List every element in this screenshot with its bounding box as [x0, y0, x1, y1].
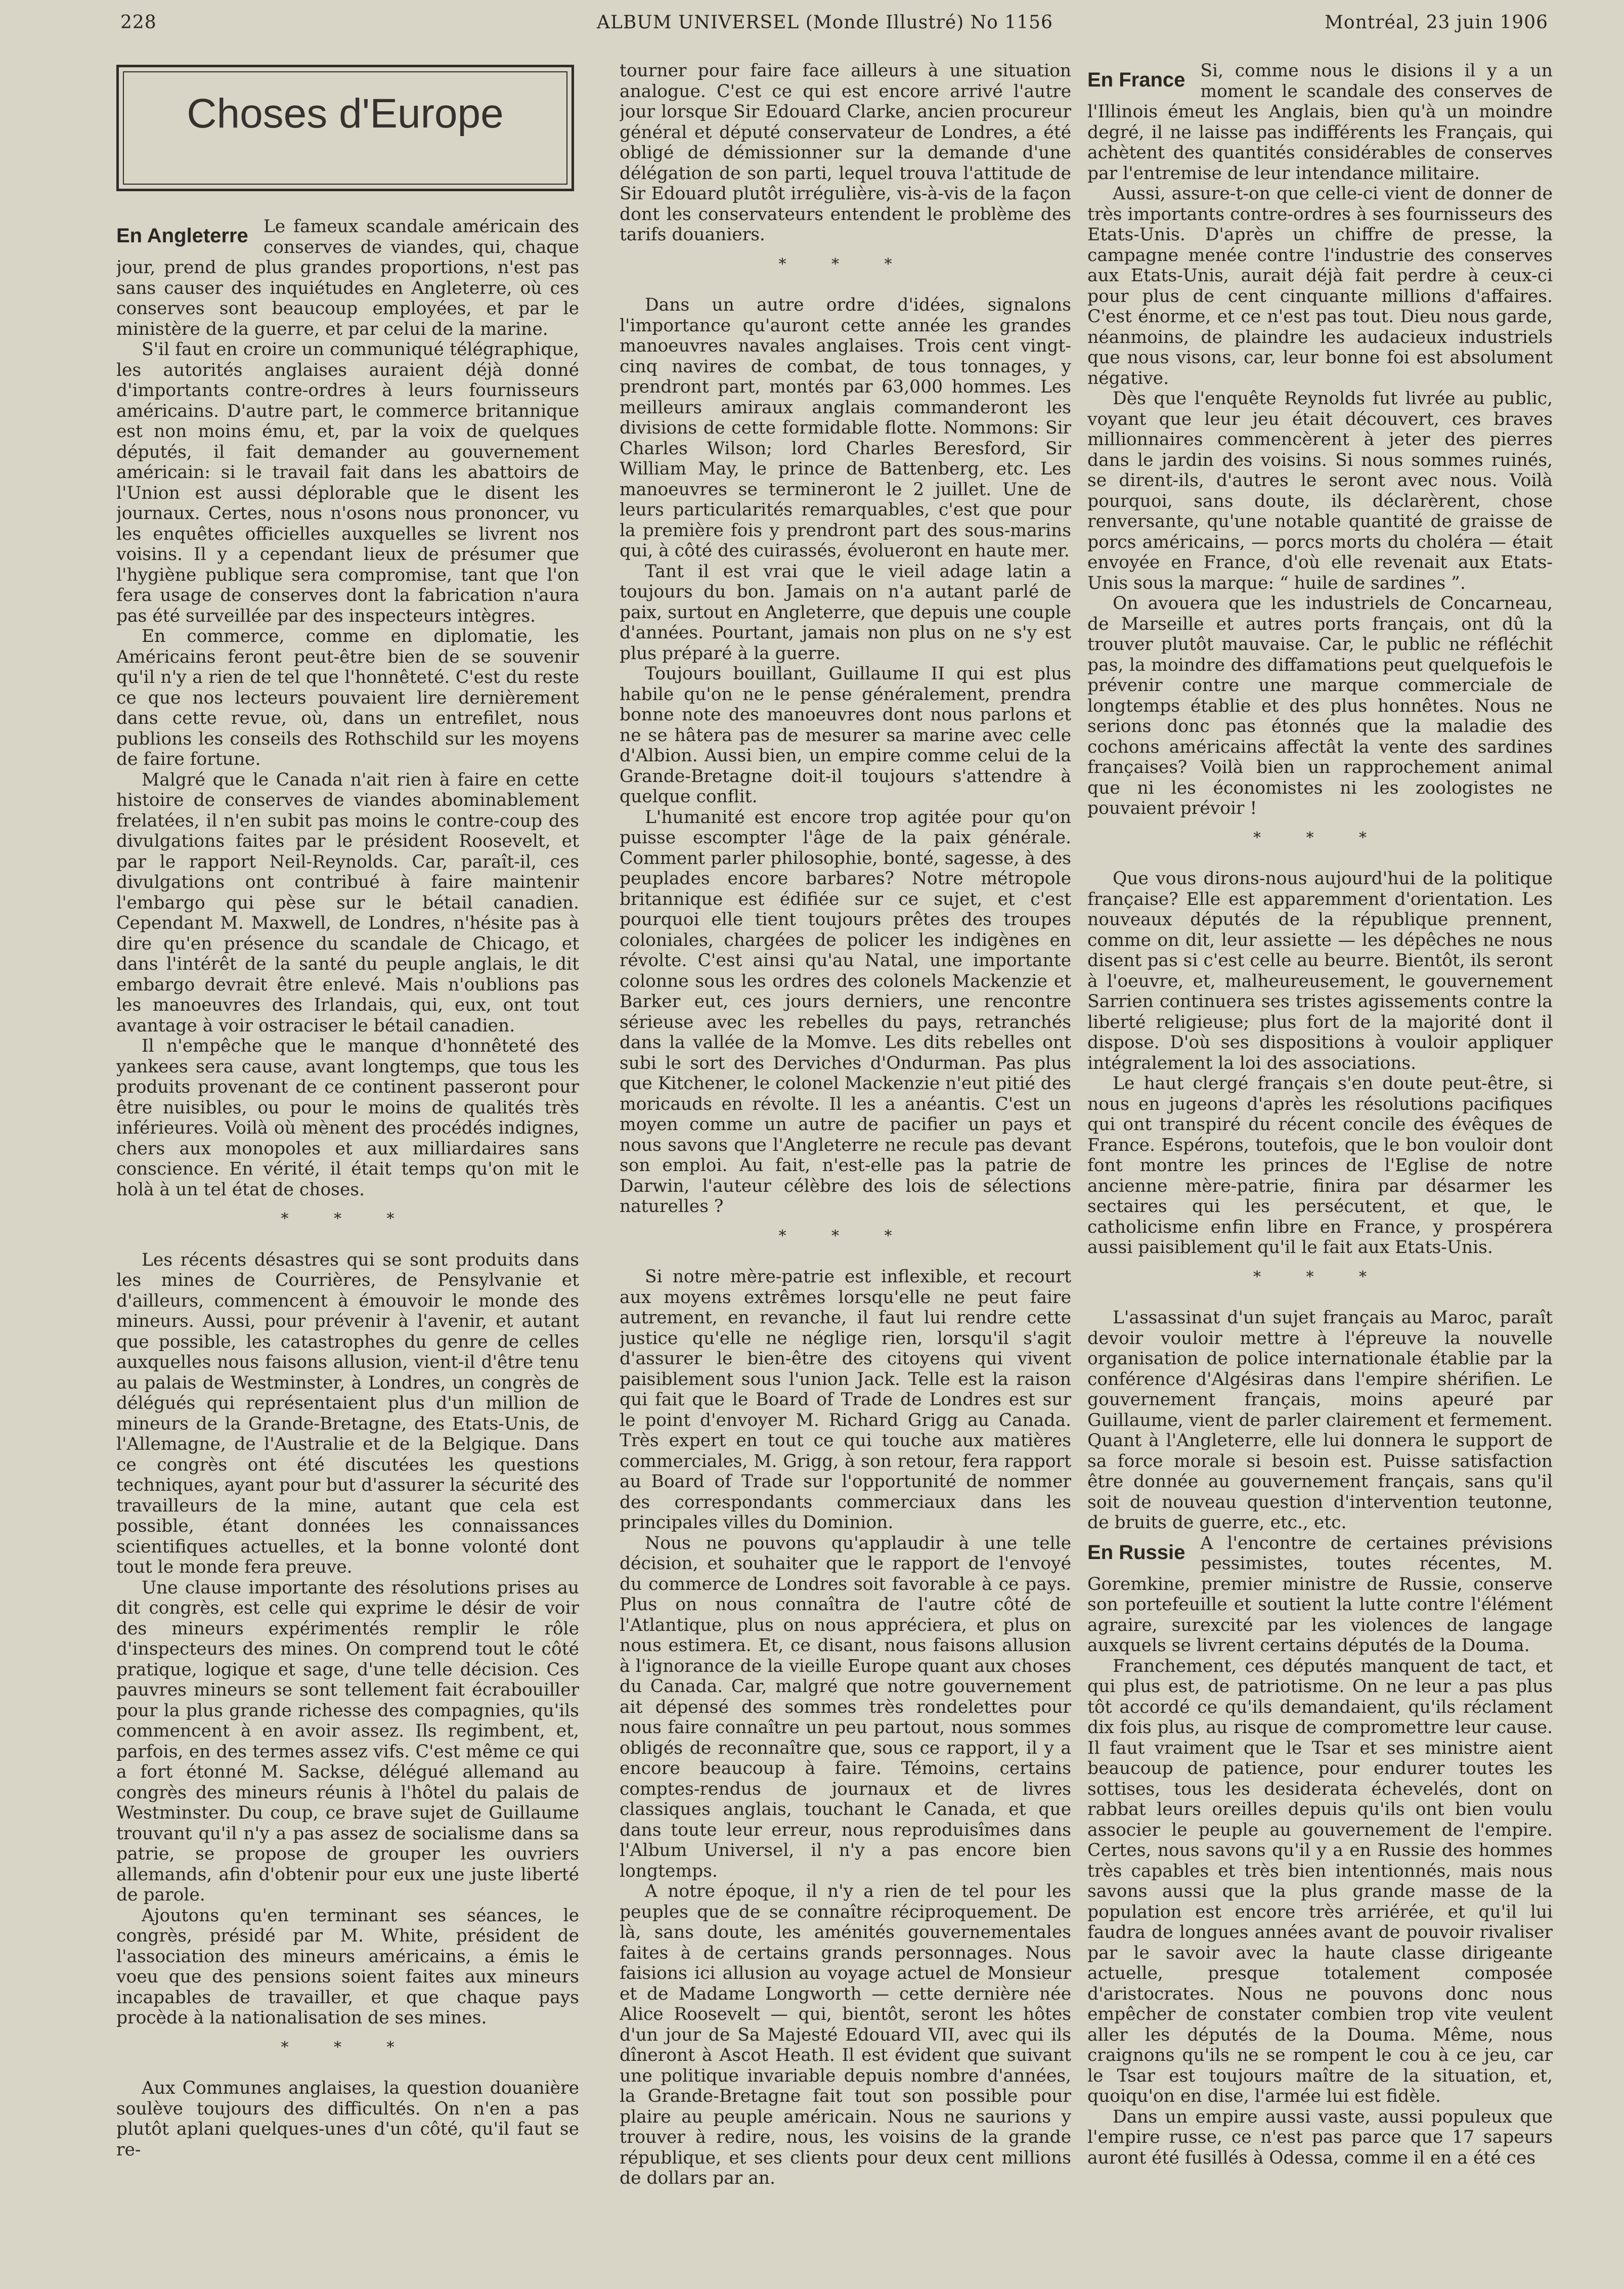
- article-title-box: [116, 65, 574, 191]
- page-number: 228: [120, 12, 157, 33]
- paragraph: Les récents désastres qui se sont produits dans les mines de Courrières, de Pensylvanie et d'ailleurs, commencent à émouvoir le monde des mineurs. Aussi, pour prévenir à l'avenir, et autant que possible, les catastrophes du genre de celles auxquelles nous faisons allusion, vient-il d'être tenu au palais de Westminster, à Londres, un congrès de délégués qui représentaient plus d'un million de mineurs de la Grande-Bretagne, des Etats-Unis, de l'Allemagne, de l'Australie et de la Belgique. Dans ce congrès ont été discutées les questions techniques, ayant pour but d'assurer la sécurité des travailleurs de la mine, autant que cela est possible, étant données les connaissances scientifiques actuelles, et la bonne volonté dont tout le monde fera preuve.: [116, 1249, 579, 1577]
- paragraph: A l'encontre de certaines prévisions pessimistes, toutes récentes, M. Goremkine, premier ministre de Russie, conserve son portefeuille et soutient la lutte contre l'élément agraire, surexcité par les violences de langage auxquels se livrent certains députés de la Douma.: [1087, 1533, 1553, 1656]
- paragraph: En commerce, comme en diplomatie, les Américains feront peut-être bien de se souvenir qu'il n'y a rien de tel que l'honnêteté. C'est du reste ce que nos lecteurs pouvaient lire dernièrement dans cette revue, où, dans un entrefilet, nous publions les conseils des Rothschild sur les moyens de faire fortune.: [116, 626, 579, 769]
- publication-title: ALBUM UNIVERSEL (Monde Illustré) No 1156: [597, 12, 1053, 33]
- paragraph: Que vous dirons-nous aujourd'hui de la politique française? Elle est apparemment d'orientation. Les nouveaux députés de la république prennent, comme on dit, leur assiette — les dépêches ne nous disent pas si c'est celle au beurre. Bientôt, ils seront à l'oeuvre, et, malheureusement, le gouvernement Sarrien continuera ses tristes agissements contre la liberté religieuse; plus fort de la majorité dont il dispose. D'où ses dispositions à vouloir appliquer intégralement la loi des associations.: [1087, 869, 1553, 1073]
- paragraph: Si, comme nous le disions il y a un moment le scandale des conserves de l'Illinois émeut les Anglais, bien qu'à un moindre degré, il ne laisse pas indifférents les Français, qui achètent des quantités considérables de conserves par l'entremise de leur intendance militaire.: [1087, 61, 1553, 184]
- separator: * * *: [778, 255, 912, 273]
- section-france: [1087, 61, 1553, 184]
- paragraph: Aux Communes anglaises, la question douanière soulève toujours des difficultés. On n'en a pas plutôt aplani quelques-unes d'un côté, qu'il faut se re-: [116, 2078, 579, 2160]
- paragraph: Il n'empêche que le manque d'honnêteté des yankees sera cause, avant longtemps, que tous les produits provenant de ce continent passeront pour être nuisibles, ou pour le moins de qualités très inférieures. Voilà où mènent des procédés indignes, chers aux monopoles et aux milliardaires sans conscience. En vérité, il était temps qu'on mit le holà à un tel état de choses.: [116, 1036, 579, 1200]
- paragraph: A notre époque, il n'y a rien de tel pour les peuples que de se connaître réciproquement. De là, sans doute, les aménités gouvernementales faites à de certains grands personnages. Nous faisions ici allusion au voyage actuel de Monsieur et de Madame Longworth — cette dernière née Alice Roosevelt — qui, bientôt, seront les hôtes d'un jour de Sa Majesté Edouard VII, avec qui ils dîneront à Ascot Heath. Il est évident que suivant une politique invariable depuis nombre d'années, la Grande-Bretagne fait tout son possible pour plaire au peuple américain. Nous ne saurions y trouver à redire, nous, les voisins de la grande république, et ses clients pour deux cent millions de dollars par an.: [620, 1881, 1071, 2188]
- section-heading-angleterre: En Angleterre: [116, 225, 248, 247]
- paragraph: Le haut clergé français s'en doute peut-être, si nous en jugeons d'après les résolutions pacifiques qui ont transpiré du récent concile des évêques de France. Espérons, toutefois, que le bon vouloir dont font montre les princes de l'Eglise de notre ancienne mère-patrie, finira par désarmer les sectaires qui les persécutent, et que, le catholicisme enfin libre en France, y prospérera aussi paisiblement qu'il le fait aux Etats-Unis.: [1087, 1073, 1553, 1258]
- paragraph: L'assassinat d'un sujet français au Maroc, paraît devoir vouloir mettre à l'épreuve la nouvelle organisation de police internationale établie par la conférence d'Algésiras dans l'empire shérifien. Le gouvernement français, moins apeuré par Guillaume, vient de parler clairement et fermement. Quant à l'Angleterre, elle lui donnera le support de sa force morale si besoin est. Puisse satisfaction être donnée au gouvernement français, sans qu'il soit de nouveau question d'intervention teutonne, de bruits de guerre, etc., etc.: [1087, 1308, 1553, 1533]
- issue-date: Montréal, 23 juin 1906: [1325, 12, 1548, 33]
- paragraph: S'il faut en croire un communiqué télégraphique, les autorités anglaises auraient déjà donné d'importants contre-ordres à leurs fournisseurs américains. D'autre part, le commerce britannique est non moins ému, et, par la voix de quelques députés, il fait demander au gouvernement américain: si le travail fait dans les abattoirs de l'Union est aussi déplorable que le disent les journaux. Certes, nous n'osons nous prononcer, vu les enquêtes officielles auxquelles se livrent nos voisins. Il y a cependant lieux de présumer que l'hygiène publique sera compromise, tant que l'on fera usage de conserves dont la fabrication n'aura pas été surveillée par des inspecteurs intègres.: [116, 339, 579, 626]
- paragraph: Le fameux scandale américain des conserves de viandes, qui, chaque jour, prend de plus grandes proportions, n'est pas sans causer des inquiétudes en Angleterre, où ces conserves sont beaucoup employées, et par le ministère de la guerre, et par celui de la marine.: [116, 217, 579, 339]
- separator: * * *: [281, 1210, 415, 1228]
- paragraph: Nous ne pouvons qu'applaudir à une telle décision, et souhaiter que le rapport de l'envoyé du commerce de Londres soit favorable à ce pays. Plus on nous connaîtra de l'autre côté de l'Atlantique, plus on nous appréciera, et plus on nous estimera. Et, ce disant, nous faisons allusion à l'ignorance de la vieille Europe quant aux choses du Canada. Car, malgré que notre gouvernement ait dépensé des sommes très rondelettes pour nous faire connaître un peu partout, nous sommes obligés de reconnaître que, sous ce rapport, il y a encore beaucoup à faire. Témoins, certains comptes-rendus de journaux et de livres classiques anglais, touchant le Canada, et que dans toute leur erreur, nous reproduisîmes dans l'Album Universel, il n'y a pas encore bien longtemps.: [620, 1533, 1071, 1881]
- article-title: Choses d'Europe: [187, 91, 504, 137]
- separator: * * *: [281, 2038, 415, 2056]
- paragraph: Tant il est vrai que le vieil adage latin a toujours du bon. Jamais on n'a autant parlé de paix, surtout en Angleterre, que depuis une couple d'années. Pourtant, jamais non plus on ne s'y est plus préparé à la guerre.: [620, 561, 1071, 664]
- paragraph: L'humanité est encore trop agitée pour qu'on puisse escompter l'âge de la paix générale. Comment parler philosophie, bonté, sagesse, à des peuplades encore barbares? Notre métropole britannique est édifiée sur ce sujet, et c'est pourquoi elle tient toujours prêtes des troupes coloniales, chargées de policer les indigènes en révolte. C'est ainsi qu'au Natal, une importante colonne sous les ordres des colonels Mackenzie et Barker eut, ces jours derniers, une rencontre sérieuse avec les rebelles du pays, retranchés dans la vallée de la Momve. Les dits rebelles ont subi le sort des Derviches d'Ondurman. Pas plus que Kitchener, le colonel Mackenzie n'eut pitié des moricauds en révolte. Il les a anéantis. C'est un moyen comme un autre de pacifier un pays et nous savons que l'Angleterre ne recule pas devant son emploi. Au fait, n'est-elle pas la patrie de Darwin, l'auteur célèbre des lois de sélections naturelles ?: [620, 807, 1071, 1217]
- column-1: [116, 61, 579, 2281]
- paragraph: Franchement, ces députés manquent de tact, et qui plus est, de patriotisme. On ne leur a pas plus tôt accordé ce qu'ils demandaient, qu'ils réclament dix fois plus, au risque de compromettre leur cause. Il faut vraiment que le Tsar et ses ministre aient beaucoup de patience, pour endurer toutes les sottises, tous les desiderata échevelés, dont on rabbat leurs oreilles depuis qu'ils ont bien voulu associer le peuple au gouvernement de l'empire. Certes, nous savons qu'il y a en Russie des hommes très capables et très bien intentionnés, mais nous savons aussi que la plus grande masse de la population est encore très arriérée, et qu'il lui faudra de longues années avant de pouvoir rivaliser par le savoir avec la haute classe dirigeante actuelle, presque totalement composée d'aristocrates. Nous ne pouvons donc nous empêcher de constater combien trop vite veulent aller les députés de la Douma. Même, nous craignons qu'ils ne se rompent le cou à ce jeu, car le Tsar est toujours maître de la situation, et, quoiqu'on en dise, l'armée lui est fidèle.: [1087, 1656, 1553, 2106]
- separator: * * *: [778, 1227, 912, 1245]
- paragraph: Dès que l'enquête Reynolds fut livrée au public, voyant que leur jeu était découvert, ces braves millionnaires commencèrent à jeter des pierres dans le jardin des voisins. Si nous sommes ruinés, se dirent-ils, d'autres le seront avec nous. Voilà pourquoi, sans doute, ils déclarèrent, chose renversante, qu'une notable quantité de graisse de porcs américains, — porcs morts du choléra — était envoyée en France, d'où elle revenait aux Etats-Unis sous la marque: “ huile de sardines ”.: [1087, 388, 1553, 593]
- paragraph: Dans un empire aussi vaste, aussi populeux que l'empire russe, ce n'est pas parce que 17 sapeurs auront été fusillés à Odessa, comme il en a été ces: [1087, 2106, 1553, 2168]
- paragraph: tourner pour faire face ailleurs à une situation analogue. C'est ce qui est encore arrivé l'autre jour lorsque Sir Edouard Clarke, ancien procureur général et député conservateur de Londres, a été obligé de démissionner sur la demande d'une délégation de son parti, lequel trouva l'attitude de Sir Edouard plutôt irrégulière, vis-à-vis de la façon dont les conservateurs entendent le problème des tarifs douaniers.: [620, 61, 1071, 245]
- paragraph: Aussi, assure-t-on que celle-ci vient de donner de très importants contre-ordres à ses fournisseurs des Etats-Unis. D'après un chiffre de presse, la campagne menée contre l'industrie des conserves aux Etats-Unis, aurait déjà fait perdre à ceux-ci pour plus de cent cinquante millions d'affaires. C'est énorme, et ce n'est pas tout. Dieu nous garde, néanmoins, de plaindre les audacieux industriels que nous visons, car, leur bonne foi est absolument négative.: [1087, 184, 1553, 388]
- paragraph: Si notre mère-patrie est inflexible, et recourt aux moyens extrêmes lorsqu'elle ne peut faire autrement, en revanche, il faut lui rendre cette justice qu'elle ne néglige rien, lorsqu'il s'agit d'assurer le bien-être des citoyens qui vivent paisiblement sous l'union Jack. Telle est la raison qui fait que le Board of Trade de Londres est sur le point d'envoyer M. Richard Grigg au Canada. Très expert en tout ce qui touche aux matières commerciales, M. Grigg, à son retour, fera rapport au Board of Trade sur l'opportunité de nommer des correspondants commerciaux dans les principales villes du Dominion.: [620, 1267, 1071, 1533]
- section-russie: [1087, 1533, 1553, 1656]
- column-2: [620, 61, 1071, 2281]
- paragraph: Malgré que le Canada n'ait rien à faire en cette histoire de conserves de viandes abominablement frelatées, il n'en subit pas moins le contre-coup des divulgations faites par le président Roosevelt, et par le rapport Neil-Reynolds. Car, paraît-il, ces divulgations ont contribué à faire maintenir l'embargo qui pèse sur le bétail canadien. Cependant M. Maxwell, de Londres, n'hésite pas à dire qu'en présence du scandale de Chicago, et dans l'intérêt de la santé du peuple anglais, le dit embargo devrait être enlevé. Mais n'oublions pas les manoeuvres des Irlandais, qui, eux, ont tout avantage à voir ostraciser le bétail canadien.: [116, 769, 579, 1036]
- paragraph: On avouera que les industriels de Concarneau, de Marseille et autres ports français, ont dû la trouver plutôt mauvaise. Car, le public ne réfléchit pas, la moindre des diffamations peut quelquefois le prévenir contre une marque commerciale de longtemps établie et des plus honnêtes. Nous ne serions donc pas étonnés que la maladie des cochons américains affectât la vente des sardines françaises? Voilà bien un rapprochement animal que ni les économistes ni les zoologistes ne pouvaient prévoir !: [1087, 593, 1553, 818]
- separator: * * *: [1253, 829, 1387, 847]
- paragraph: Une clause importante des résolutions prises au dit congrès, est celle qui exprime le désir de voir des mineurs expérimentés remplir le rôle d'inspecteurs des mines. On comprend tout le côté pratique, logique et sage, d'une telle décision. Ces pauvres mineurs se sont tellement fait écrabouiller pour la plus grande richesse des compagnies, qu'ils commencent à en avoir assez. Ils regimbent, et, parfois, en des termes assez vifs. C'est même ce qui a fort étonné M. Sackse, délégué allemand au congrès des mineurs réunis à l'hôtel du palais de Westminster. Du coup, ce brave sujet de Guillaume trouvant qu'il n'y a pas assez de socialisme dans sa patrie, se propose de grouper les ouvriers allemands, afin d'obtenir pour eux une juste liberté de parole.: [116, 1577, 579, 1905]
- paragraph: Toujours bouillant, Guillaume II qui est plus habile qu'on ne le pense généralement, prendra bonne note des manoeuvres dont nous parlons et ne se hâtera pas de mesurer sa marine avec celle d'Albion. Aussi bien, un empire comme celui de la Grande-Bretagne doit-il toujours s'attendre à quelque conflit.: [620, 664, 1071, 807]
- section-heading-russie: En Russie: [1087, 1541, 1186, 1564]
- paragraph: Dans un autre ordre d'idées, signalons l'importance qu'auront cette année les grandes manoeuvres navales anglaises. Trois cent vingt-cinq navires de combat, de tous tonnages, y prendront part, montés par 63,000 hommes. Les meilleurs amiraux anglais commanderont les divisions de cette formidable flotte. Nommons: Sir Charles Wilson; lord Charles Beresford, Sir William May, le prince de Battenberg, etc. Les manoeuvres se termineront le 2 juillet. Une de leurs particularités remarquables, c'est que pour la première fois y prendront part des sous-marins qui, à côté des cuirassés, évolueront en haute mer.: [620, 295, 1071, 561]
- column-3: [1087, 61, 1553, 2281]
- paragraph: Ajoutons qu'en terminant ses séances, le congrès, présidé par M. White, président de l'association des mineurs américains, a émis le voeu que des pensions soient faites aux mineurs incapables de travailler, et que chaque pays procède à la nationalisation de ses mines.: [116, 1905, 579, 2028]
- separator: * * *: [1253, 1268, 1387, 1286]
- page-header: [0, 0, 1624, 56]
- section-angleterre: [116, 217, 579, 339]
- section-heading-france: En France: [1087, 69, 1186, 91]
